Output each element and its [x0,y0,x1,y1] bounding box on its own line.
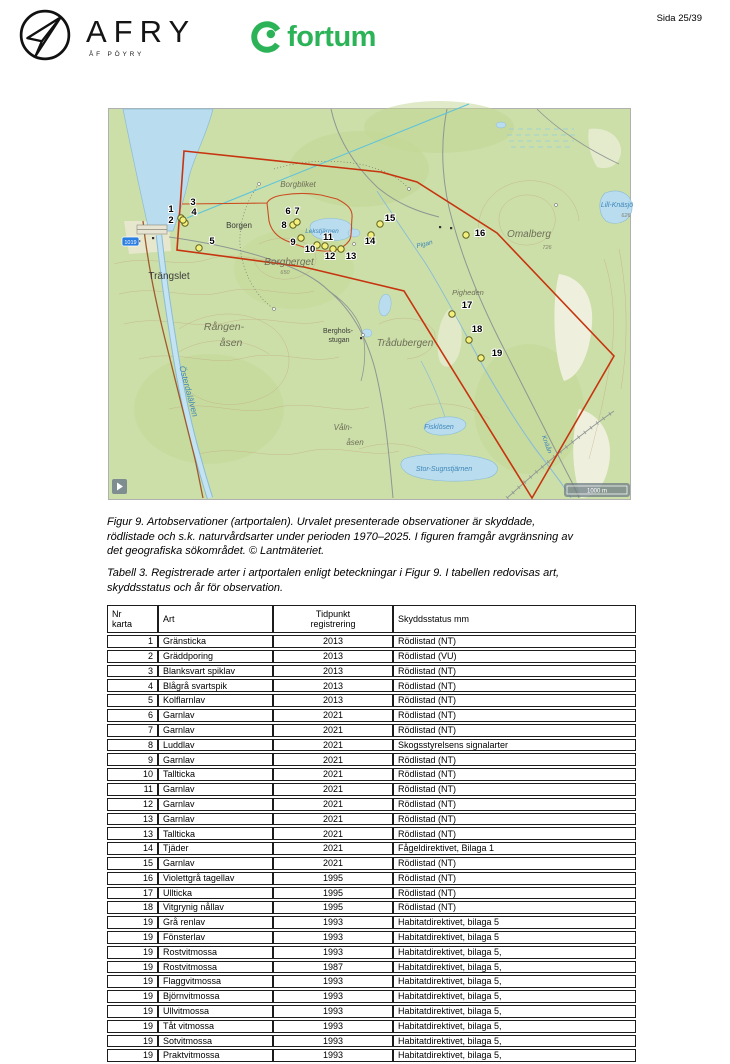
afry-wordmark: AFRY [86,14,197,49]
table-cell: 1993 [273,1035,393,1048]
table-cell: 13 [107,813,158,826]
table-cell: Rödlistad (NT) [393,857,636,870]
table-cell: Rödlistad (NT) [393,768,636,781]
fortum-wordmark: fortum [287,20,376,53]
fortum-logo-icon [250,20,284,54]
table-cell: Habitatdirektivet, bilaga 5, [393,946,636,959]
table-cell: Ullticka [158,887,273,900]
map-marker-label: 7 [294,206,300,217]
svg-text:1019: 1019 [124,239,137,246]
map-control-button [112,479,127,494]
table-cell: Rödlistad (NT) [393,635,636,648]
table-cell: Garnlav [158,857,273,870]
table-row [107,1005,636,1018]
table-cell: 19 [107,990,158,1003]
dam [137,225,167,234]
table-cell: 16 [107,872,158,885]
map-marker-dot [466,337,472,343]
table-cell: 1987 [273,961,393,974]
table-cell: 19 [107,1005,158,1018]
table-cell: Rödlistad (NT) [393,665,636,678]
table-cell: Rödlistad (NT) [393,724,636,737]
scale-bar [564,483,630,497]
table-cell: Garnlav [158,709,273,722]
map-marker-label: 18 [471,324,483,335]
table-row [107,724,636,737]
map-place-label: Berghols- [323,328,353,335]
afry-subtitle: ÅF PÖYRY [89,51,145,58]
table-cell: 2013 [273,665,393,678]
table-row [107,887,636,900]
table-cell: 19 [107,931,158,944]
header [18,8,376,62]
map-place-label: Pigan [415,239,434,251]
map-marker-dot [478,355,484,361]
map-place-label: stugan [328,337,350,344]
table-row [107,739,636,752]
caption-line: det geografiska sökområdet. © Lantmäteriet. [107,545,325,558]
table-cell: 1995 [273,887,393,900]
table-cell: Skogsstyrelsens signalarter [393,739,636,752]
table-cell: 2013 [273,679,393,692]
table-cell: 4 [107,679,158,692]
map-place-label: 650 [280,270,290,276]
map-marker-label: 4 [191,207,197,218]
table-cell: 1993 [273,1020,393,1033]
table-cell: Blågrå svartspik [158,679,273,692]
table-cell: Garnlav [158,783,273,796]
map-place-label: 726 [542,245,552,251]
table-cell: Garnlav [158,724,273,737]
map-marker-label: 19 [491,348,503,359]
table-cell: 2021 [273,724,393,737]
caption-line: skyddsstatus och år för observation. [107,581,284,594]
table-cell: 19 [107,975,158,988]
table-cell: 1993 [273,946,393,959]
table-cell: Garnlav [158,813,273,826]
table-cell: 5 [107,694,158,707]
table-cell: 6 [107,709,158,722]
caption-line: rödlistade och s.k. naturvårdsarter under perioden 1970–2025. I figuren framgår avgränsning av [107,530,573,543]
table-cell: Rödlistad (NT) [393,872,636,885]
table-caption [107,566,652,595]
table-row [107,901,636,914]
map-marker-dot [196,245,202,251]
table-cell: Tåt vitmossa [158,1020,273,1033]
table-cell: Rostvitmossa [158,961,273,974]
map-place-label: Omalberg [507,229,551,240]
svg-text:1000 m: 1000 m [586,488,608,495]
map-marker-dot [298,235,304,241]
table-cell: 1993 [273,931,393,944]
map-place-label: Knäån [539,434,553,455]
table-cell: 1993 [273,1005,393,1018]
map-marker-label: 11 [322,232,334,243]
table-cell: Rödlistad (NT) [393,679,636,692]
table-cell: Vitgrynig nållav [158,901,273,914]
road-badge [122,237,139,246]
table-cell: 19 [107,1049,158,1062]
table-cell: 2 [107,650,158,663]
map-marker-label: 17 [461,300,473,311]
table-cell: 1993 [273,975,393,988]
table-row [107,946,636,959]
table-cell: Luddlav [158,739,273,752]
map-place-label: Trådubergen [376,338,434,349]
table-cell: 1995 [273,901,393,914]
table-cell: 13 [107,827,158,840]
table-cell: 19 [107,1020,158,1033]
map-marker-label: 6 [285,206,291,217]
table-cell: Habitatdirektivet, bilaga 5, [393,990,636,1003]
map-marker-dot [463,232,469,238]
table-cell: Garnlav [158,798,273,811]
table-cell: 2013 [273,650,393,663]
table-cell: Tallticka [158,768,273,781]
map-place-label: Borgen [226,221,252,230]
table-row [107,916,636,929]
table-cell: Habitatdirektivet, bilaga 5 [393,916,636,929]
table-row [107,709,636,722]
table-row [107,768,636,781]
table-cell: Kolflarnlav [158,694,273,707]
column-header: Tidpunkt registrering [273,605,393,633]
map-place-label: Pigheden [452,288,484,297]
table-cell: 2021 [273,827,393,840]
table-cell: 1993 [273,1049,393,1062]
table-cell: 7 [107,724,158,737]
table-cell: 10 [107,768,158,781]
table-cell: 2021 [273,709,393,722]
map-marker-dot [449,311,455,317]
table-row [107,857,636,870]
table-cell: Praktvitmossa [158,1049,273,1062]
map-marker-dot [338,246,344,252]
map-marker-label: 15 [384,213,396,224]
table-cell: Rödlistad (NT) [393,813,636,826]
map-marker-label: 16 [474,228,486,239]
map-place-label: Fisklösen [424,424,454,431]
table-row [107,783,636,796]
map-marker-label: 14 [364,236,376,247]
table-cell: 15 [107,857,158,870]
table-cell: Habitatdirektivet, bilaga 5 [393,931,636,944]
species-table [107,603,636,1064]
page-number: Sida 25/39 [656,13,702,24]
map-place-label: Rången- [203,321,245,333]
map-place-label: Trängslet [148,271,190,282]
table-cell: Violettgrå tagellav [158,872,273,885]
map-marker-label: 13 [345,251,357,262]
table-cell: Rödlistad (NT) [393,901,636,914]
table-cell: Habitatdirektivet, bilaga 5, [393,1005,636,1018]
caption-line: Tabell 3. Registrerade arter i artportalen enligt beteckningar i Figur 9. I tabellen redovisas art, [107,567,560,579]
table-row [107,753,636,766]
map-place-label: Borgberget [264,257,314,268]
map-place-label: Stor-Sugnstjärnen [415,466,473,473]
table-cell: Gränsticka [158,635,273,648]
table-cell: Habitatdirektivet, bilaga 5, [393,961,636,974]
table-cell: 2021 [273,783,393,796]
table-row [107,931,636,944]
table-cell: 2021 [273,813,393,826]
afry-logo-icon [18,8,72,62]
table-cell: Rödlistad (NT) [393,783,636,796]
table-row [107,961,636,974]
table-cell: Rödlistad (NT) [393,887,636,900]
table-cell: Gräddporing [158,650,273,663]
table-cell: 12 [107,798,158,811]
map-marker-label: 12 [324,251,336,262]
table-cell: Fönsterlav [158,931,273,944]
table-row [107,990,636,1003]
table-cell: 17 [107,887,158,900]
table-cell: 2021 [273,739,393,752]
table-row [107,1049,636,1062]
table-row [107,975,636,988]
table-cell: 1993 [273,990,393,1003]
table-cell: Rödlistad (NT) [393,827,636,840]
table-cell: Blanksvart spiklav [158,665,273,678]
map-place-label: Lill-Knäsjö [600,202,634,209]
table-cell: 11 [107,783,158,796]
map-place-label: Våln- [333,423,353,432]
table-cell: 8 [107,739,158,752]
caption-line: Figur 9. Artobservationer (artportalen). Urvalet presenterade observationer är skyddade, [107,516,536,528]
table-cell: Björnvitmossa [158,990,273,1003]
table-row [107,872,636,885]
table-cell: 2013 [273,635,393,648]
table-cell: Rostvitmossa [158,946,273,959]
figure-caption [107,515,652,559]
table-cell: Rödlistad (VU) [393,650,636,663]
table-row [107,827,636,840]
table-row [107,665,636,678]
table-cell: Sotvitmossa [158,1035,273,1048]
table-cell: 19 [107,961,158,974]
map-marker-label: 9 [290,237,296,248]
column-header: Skyddsstatus mm [393,605,636,633]
map-place-label: Österdalälven [177,364,201,418]
table-cell: Habitatdirektivet, bilaga 5, [393,975,636,988]
table-cell: Habitatdirektivet, bilaga 5, [393,1020,636,1033]
table-cell: 2021 [273,857,393,870]
map-place-label: Lekstjärnen [305,228,339,235]
table-cell: 1 [107,635,158,648]
column-header: Nr karta [107,605,158,633]
table-cell: 18 [107,901,158,914]
table-cell: 1993 [273,916,393,929]
map-marker-label: 8 [281,220,287,231]
map-figure [108,108,634,500]
table-cell: Rödlistad (NT) [393,694,636,707]
table-cell: Ullvitmossa [158,1005,273,1018]
table-cell: Tjäder [158,842,273,855]
map-marker-dot [322,243,328,249]
map-place-label: åsen [346,438,364,447]
table-row [107,679,636,692]
table-cell: 19 [107,946,158,959]
fortum-logo [250,20,376,54]
table-cell: 2021 [273,768,393,781]
map-place-label: åsen [219,337,243,349]
table-cell: Garnlav [158,753,273,766]
table-cell: 2013 [273,694,393,707]
table-cell: 19 [107,916,158,929]
map-place-label: 626 [621,213,631,219]
table-row [107,1020,636,1033]
table-row [107,798,636,811]
map-marker-label: 3 [190,197,196,208]
table-row [107,842,636,855]
table-cell: Grå renlav [158,916,273,929]
table-cell: 19 [107,1035,158,1048]
map-marker-dot [294,219,300,225]
table-cell: 9 [107,753,158,766]
table-cell: 14 [107,842,158,855]
table-row [107,635,636,648]
map-place-label: Borgbliket [280,180,316,189]
map-marker-dot [180,217,186,223]
table-cell: Rödlistad (NT) [393,753,636,766]
table-cell: Flaggvitmossa [158,975,273,988]
map-marker-label: 10 [304,244,316,255]
afry-logo [18,8,196,62]
map-marker-label: 1 [168,204,174,215]
table-cell: Habitatdirektivet, bilaga 5, [393,1049,636,1062]
map-marker-dot [377,221,383,227]
table-cell: Rödlistad (NT) [393,709,636,722]
table-cell: 1995 [273,872,393,885]
map-marker-label: 5 [209,236,215,247]
table-cell: 3 [107,665,158,678]
table-cell: 2021 [273,798,393,811]
table-row [107,650,636,663]
column-header: Art [158,605,273,633]
map-marker-label: 2 [168,215,174,226]
table-cell: Tallticka [158,827,273,840]
table-cell: 2021 [273,842,393,855]
table-cell: Habitatdirektivet, bilaga 5, [393,1035,636,1048]
table-row [107,1035,636,1048]
table-row [107,813,636,826]
table-row [107,694,636,707]
table-cell: Rödlistad (NT) [393,798,636,811]
table-cell: Fågeldirektivet, Bilaga 1 [393,842,636,855]
table-cell: 2021 [273,753,393,766]
